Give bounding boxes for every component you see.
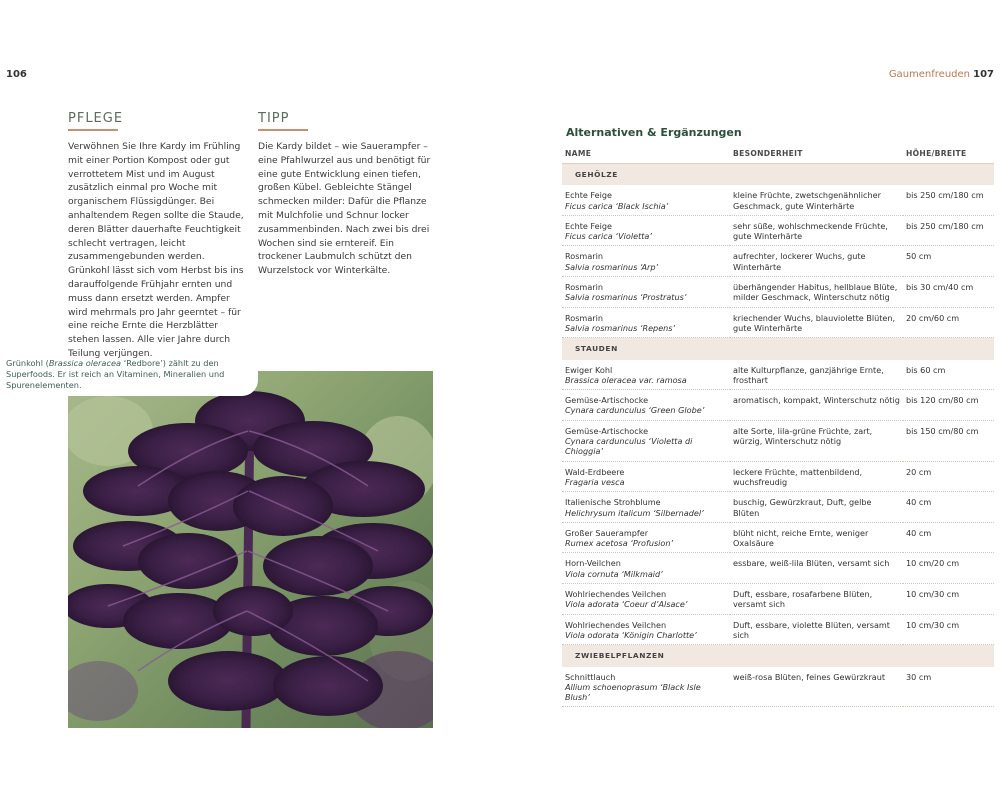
column-header-size: HÖHE/BREITE bbox=[903, 146, 994, 164]
running-head: Gaumenfreuden bbox=[888, 69, 970, 80]
scientific-name: Cynara cardunculus ‘Green Globe’ bbox=[565, 405, 705, 416]
common-name: Italienische Strohblume bbox=[565, 497, 661, 508]
common-name: Wald-Erdbeere bbox=[565, 466, 625, 477]
size-cell: bis 30 cm/40 cm bbox=[903, 277, 994, 308]
column-header-feature: BESONDERHEIT bbox=[730, 146, 903, 164]
table-title: Alternativen & Ergänzungen bbox=[566, 126, 742, 139]
feature-cell: überhängender Habitus, hellblaue Blüte, milder Geschmack, Winterschutz nötig bbox=[730, 277, 903, 308]
photo-caption: Grünkohl (Brassica oleracea ‘Redbore’) zählt zu den Superfoods. Er ist reich an Vitaminen, Mineralien und Spurenelementen. bbox=[6, 358, 225, 390]
scientific-name: Allium schoenoprasum ‘Black Isle Blush’ bbox=[565, 681, 701, 703]
table-header-row bbox=[562, 146, 994, 164]
pflege-rule bbox=[68, 129, 118, 131]
common-name: Echte Feige bbox=[565, 220, 612, 231]
scientific-name: Ficus carica ‘Black Ischia’ bbox=[565, 200, 669, 211]
feature-cell: leckere Früchte, mattenbildend, wuchsfreudig bbox=[730, 461, 903, 492]
size-cell: bis 150 cm/80 cm bbox=[903, 420, 994, 461]
table-row bbox=[562, 584, 994, 615]
scientific-name: Salvia rosmarinus ‘Repens’ bbox=[565, 322, 676, 333]
common-name: Gemüse-Artischocke bbox=[565, 395, 649, 406]
size-cell: 40 cm bbox=[903, 522, 994, 553]
column-header-name: NAME bbox=[562, 146, 730, 164]
feature-cell: weiß-rosa Blüten, feines Gewürzkraut bbox=[730, 667, 903, 707]
common-name: Schnittlauch bbox=[565, 671, 616, 682]
scientific-name: Viola adorata ‘Coeur d’Alsace’ bbox=[565, 599, 688, 610]
plant-name-cell bbox=[562, 553, 730, 584]
size-cell: bis 250 cm/180 cm bbox=[903, 185, 994, 215]
table-row bbox=[562, 522, 994, 553]
feature-cell: blüht nicht, reiche Ernte, weniger Oxalsäure bbox=[730, 522, 903, 553]
feature-cell: aufrechter, lockerer Wuchs, gute Winterhärte bbox=[730, 246, 903, 277]
tipp-heading: TIPP bbox=[258, 111, 290, 126]
pflege-text: Verwöhnen Sie Ihre Kardy im Frühling mit einer Portion Kompost oder gut verrottetem Mist und im August zusätzlich einmal pro Woche mit organischem Flüssigdünger. Bei anhaltendem Regen sollte die Staude, deren Blätter dauerhafte Feuchtigkeit schlecht vertragen, leicht zusammengebunden werden. Grünkohl lässt sich vom Herbst bis ins darauffolgende Frühjahr ernten und muss dann ersetzt werden. Ampfer wird mehrmals pro Jahr geerntet – für eine reiche Ernte die Herzblätter stehen lassen. Alle vier Jahre durch Teilung verjüngen. bbox=[68, 141, 244, 359]
page-number-right: 107 bbox=[973, 69, 994, 80]
plant-name-cell bbox=[562, 246, 730, 277]
common-name: Rosmarin bbox=[565, 282, 603, 293]
plant-name-cell bbox=[562, 185, 730, 215]
scientific-name: Rumex acetosa ‘Profusion’ bbox=[565, 538, 674, 549]
tipp-rule bbox=[258, 129, 308, 131]
plant-name-cell bbox=[562, 461, 730, 492]
plant-name-cell bbox=[562, 522, 730, 553]
tipp-text: Die Kardy bildet – wie Sauerampfer – eine Pfahlwurzel aus und benötigt für eine gute Entwicklung einen tiefen, großen Kübel. Gebleichte Stängel schmecken milder: Dafür die Pflanze mit Mulchfolie und Schnur locker zusammenbinden. Nach zwei bis drei Wochen sind sie erntereif. Ein trockener Laubmulch schützt den Wurzelstock vor Winterkälte. bbox=[258, 141, 431, 277]
size-cell: bis 60 cm bbox=[903, 360, 994, 390]
feature-cell: Duft, essbare, rosafarbene Blüten, versamt sich bbox=[730, 584, 903, 615]
feature-cell: aromatisch, kompakt, Winterschutz nötig bbox=[730, 390, 903, 421]
plant-name-cell bbox=[562, 667, 730, 707]
scientific-name: Salvia rosmarinus ‘Arp’ bbox=[565, 261, 659, 272]
size-cell: 20 cm bbox=[903, 461, 994, 492]
size-cell: bis 120 cm/80 cm bbox=[903, 390, 994, 421]
pflege-heading: PFLEGE bbox=[68, 111, 124, 126]
common-name: Wohlriechendes Veilchen bbox=[565, 619, 667, 630]
feature-cell: kleine Früchte, zwetschgenähnlicher Geschmack, gute Winterhärte bbox=[730, 185, 903, 215]
group-label: ZWIEBELPFLANZEN bbox=[562, 645, 994, 667]
size-cell: 40 cm bbox=[903, 492, 994, 523]
plant-name-cell bbox=[562, 390, 730, 421]
scientific-name: Salvia rosmarinus ‘Prostratus’ bbox=[565, 292, 687, 303]
size-cell: 10 cm/30 cm bbox=[903, 584, 994, 615]
size-cell: 20 cm/60 cm bbox=[903, 307, 994, 338]
plant-name-cell bbox=[562, 215, 730, 246]
scientific-name: Viola odorata ‘Königin Charlotte’ bbox=[565, 629, 697, 640]
common-name: Ewiger Kohl bbox=[565, 364, 613, 375]
size-cell: 50 cm bbox=[903, 246, 994, 277]
feature-cell: buschig, Gewürzkraut, Duft, gelbe Blüten bbox=[730, 492, 903, 523]
feature-cell: kriechender Wuchs, blauviolette Blüten, gute Winterhärte bbox=[730, 307, 903, 338]
table-row bbox=[562, 553, 994, 584]
kale-photo bbox=[68, 371, 433, 728]
plant-name-cell bbox=[562, 307, 730, 338]
size-cell: 10 cm/20 cm bbox=[903, 553, 994, 584]
group-label: STAUDEN bbox=[562, 338, 994, 360]
table-row bbox=[562, 390, 994, 421]
page-number-left: 106 bbox=[6, 69, 27, 80]
common-name: Wohlriechendes Veilchen bbox=[565, 589, 667, 600]
scientific-name: Viola cornuta ‘Milkmaid’ bbox=[565, 568, 663, 579]
common-name: Rosmarin bbox=[565, 312, 603, 323]
size-cell: bis 250 cm/180 cm bbox=[903, 215, 994, 246]
table-row bbox=[562, 492, 994, 523]
table-row bbox=[562, 246, 994, 277]
feature-cell: sehr süße, wohlschmeckende Früchte, gute Winterhärte bbox=[730, 215, 903, 246]
plant-name-cell bbox=[562, 492, 730, 523]
common-name: Rosmarin bbox=[565, 251, 603, 262]
table-body bbox=[562, 164, 994, 707]
feature-cell: alte Sorte, lila-grüne Früchte, zart, würzig, Winterschutz nötig bbox=[730, 420, 903, 461]
common-name: Echte Feige bbox=[565, 190, 612, 201]
table-group-row bbox=[562, 164, 994, 186]
feature-cell: essbare, weiß-lila Blüten, versamt sich bbox=[730, 553, 903, 584]
table-row bbox=[562, 667, 994, 707]
feature-cell: alte Kulturpflanze, ganzjährige Ernte, frosthart bbox=[730, 360, 903, 390]
table-row bbox=[562, 360, 994, 390]
table-group-row bbox=[562, 645, 994, 667]
plant-name-cell bbox=[562, 614, 730, 645]
common-name: Großer Sauerampfer bbox=[565, 527, 649, 538]
plant-name-cell bbox=[562, 420, 730, 461]
scientific-name: Brassica oleracea var. ramosa bbox=[565, 374, 687, 385]
plant-name-cell bbox=[562, 360, 730, 390]
scientific-name: Ficus carica ‘Violetta’ bbox=[565, 231, 652, 242]
plant-name-cell bbox=[562, 584, 730, 615]
table-row bbox=[562, 277, 994, 308]
plant-name-cell bbox=[562, 277, 730, 308]
size-cell: 10 cm/30 cm bbox=[903, 614, 994, 645]
size-cell: 30 cm bbox=[903, 667, 994, 707]
table-row bbox=[562, 215, 994, 246]
alternatives-table bbox=[562, 146, 994, 707]
group-label: GEHÖLZE bbox=[562, 164, 994, 186]
table-row bbox=[562, 461, 994, 492]
table-row bbox=[562, 420, 994, 461]
common-name: Horn-Veilchen bbox=[565, 558, 621, 569]
table-row bbox=[562, 307, 994, 338]
scientific-name: Helichrysum italicum ‘Silbernadel’ bbox=[565, 507, 704, 518]
table-row bbox=[562, 185, 994, 215]
table-row bbox=[562, 614, 994, 645]
scientific-name: Cynara cardunculus ‘Violetta di Chioggia’ bbox=[565, 436, 693, 457]
table-group-row bbox=[562, 338, 994, 360]
scientific-name: Fragaria vesca bbox=[565, 476, 625, 487]
feature-cell: Duft, essbare, violette Blüten, versamt sich bbox=[730, 614, 903, 645]
common-name: Gemüse-Artischocke bbox=[565, 425, 649, 436]
